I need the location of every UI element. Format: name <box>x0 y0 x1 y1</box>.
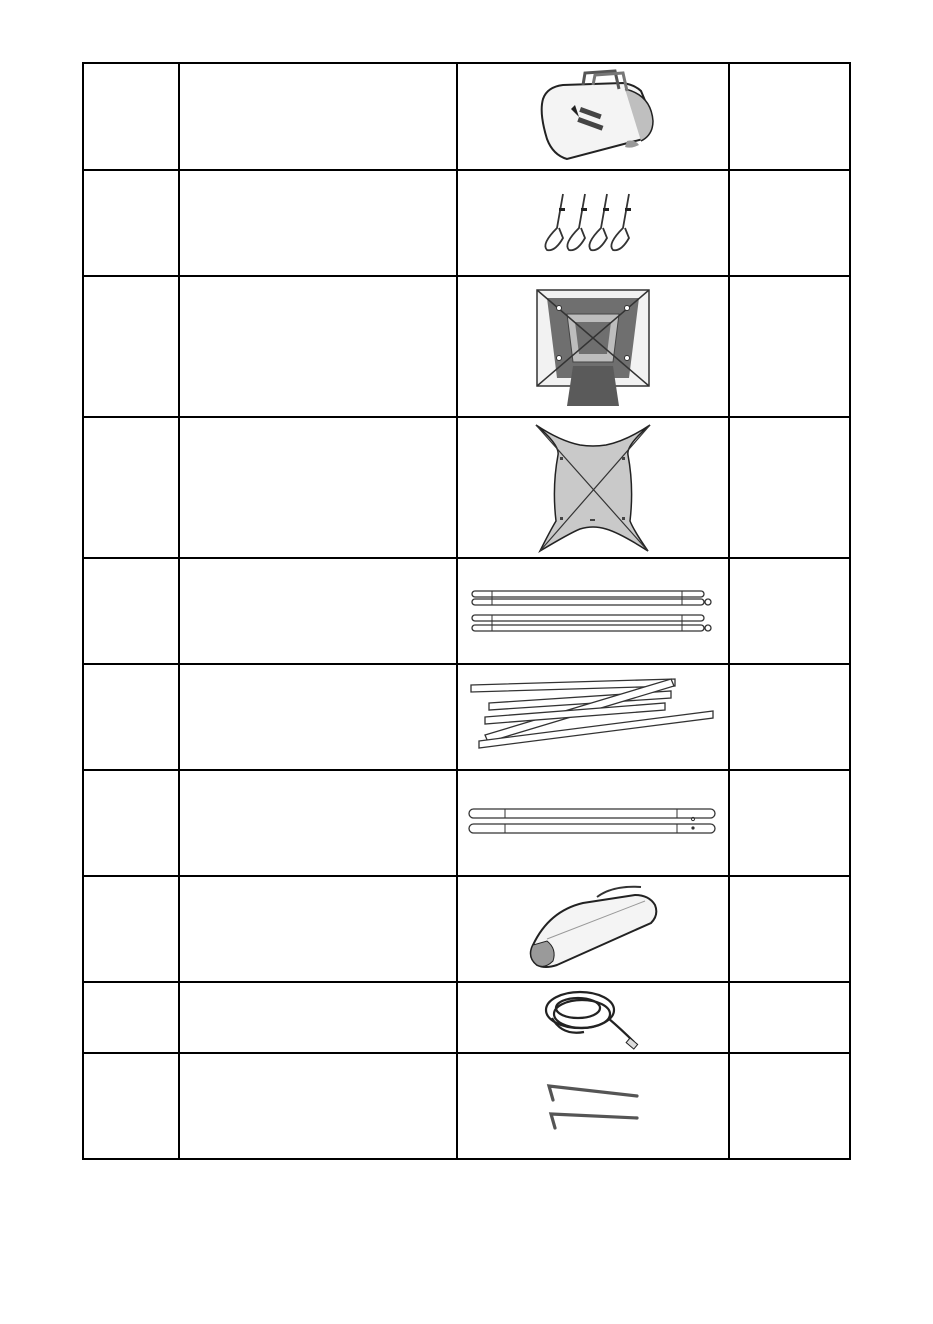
table-row <box>83 170 850 276</box>
part-name <box>180 702 192 730</box>
part-name-cell <box>179 558 457 664</box>
part-number <box>84 473 96 501</box>
part-qty-cell <box>729 1053 850 1159</box>
table-row <box>83 1053 850 1159</box>
part-qty <box>730 596 742 624</box>
part-number-cell <box>83 876 179 982</box>
part-number <box>84 702 96 730</box>
part-number <box>84 808 96 836</box>
part-name-cell <box>179 770 457 876</box>
part-qty-cell <box>729 664 850 770</box>
part-qty <box>730 914 742 942</box>
coiled-rope-icon <box>538 984 648 1052</box>
part-qty <box>730 473 742 501</box>
part-image-cell <box>457 1053 729 1159</box>
table-row <box>83 417 850 558</box>
table-row <box>83 982 850 1053</box>
part-number <box>84 1091 96 1119</box>
inner-tent-icon <box>533 286 653 408</box>
part-name-cell <box>179 63 457 170</box>
part-image-cell <box>457 664 729 770</box>
part-qty <box>730 1003 742 1031</box>
table-row <box>83 558 850 664</box>
part-name <box>180 596 192 624</box>
part-number <box>84 596 96 624</box>
parts-list-table <box>82 62 851 1160</box>
part-qty-cell <box>729 558 850 664</box>
table-row <box>83 770 850 876</box>
part-number-cell <box>83 276 179 417</box>
part-name-cell <box>179 982 457 1053</box>
table-row <box>83 664 850 770</box>
part-number <box>84 208 96 236</box>
part-name <box>180 914 192 942</box>
long-poles-icon <box>468 583 718 639</box>
part-number-cell <box>83 63 179 170</box>
part-image-cell <box>457 770 729 876</box>
part-name <box>180 1003 192 1031</box>
part-number-cell <box>83 982 179 1053</box>
part-name-cell <box>179 417 457 558</box>
part-image-cell <box>457 876 729 982</box>
part-qty-cell <box>729 417 850 558</box>
part-number-cell <box>83 170 179 276</box>
part-qty-cell <box>729 276 850 417</box>
part-image-cell <box>457 417 729 558</box>
part-qty-cell <box>729 876 850 982</box>
part-qty <box>730 702 742 730</box>
pole-bag-icon <box>523 881 663 977</box>
part-name-cell <box>179 876 457 982</box>
part-number <box>84 914 96 942</box>
part-qty-cell <box>729 982 850 1053</box>
guy-rope-set-icon <box>533 188 653 258</box>
part-image-cell <box>457 982 729 1053</box>
tent-pegs-icon <box>543 1076 643 1136</box>
crossed-poles-icon <box>465 677 721 757</box>
part-number-cell <box>83 558 179 664</box>
table-row <box>83 876 850 982</box>
part-image-cell <box>457 63 729 170</box>
part-name <box>180 208 192 236</box>
table-row <box>83 276 850 417</box>
part-qty <box>730 1091 742 1119</box>
part-number <box>84 332 96 360</box>
part-qty <box>730 208 742 236</box>
part-qty <box>730 102 742 130</box>
part-name <box>180 102 192 130</box>
part-name-cell <box>179 664 457 770</box>
short-poles-icon <box>465 803 721 843</box>
part-number-cell <box>83 417 179 558</box>
part-qty <box>730 808 742 836</box>
part-number-cell <box>83 770 179 876</box>
part-name-cell <box>179 1053 457 1159</box>
part-name <box>180 332 192 360</box>
part-image-cell <box>457 170 729 276</box>
part-number <box>84 102 96 130</box>
part-qty-cell <box>729 170 850 276</box>
part-image-cell <box>457 276 729 417</box>
part-qty-cell <box>729 770 850 876</box>
carry-bag-icon <box>523 69 663 165</box>
part-qty-cell <box>729 63 850 170</box>
outer-flysheet-icon <box>530 421 656 555</box>
part-name <box>180 473 192 501</box>
part-name-cell <box>179 170 457 276</box>
table-row <box>83 63 850 170</box>
part-name-cell <box>179 276 457 417</box>
part-name <box>180 808 192 836</box>
part-number <box>84 1003 96 1031</box>
part-number-cell <box>83 664 179 770</box>
part-image-cell <box>457 558 729 664</box>
part-number-cell <box>83 1053 179 1159</box>
part-qty <box>730 332 742 360</box>
part-name <box>180 1091 192 1119</box>
